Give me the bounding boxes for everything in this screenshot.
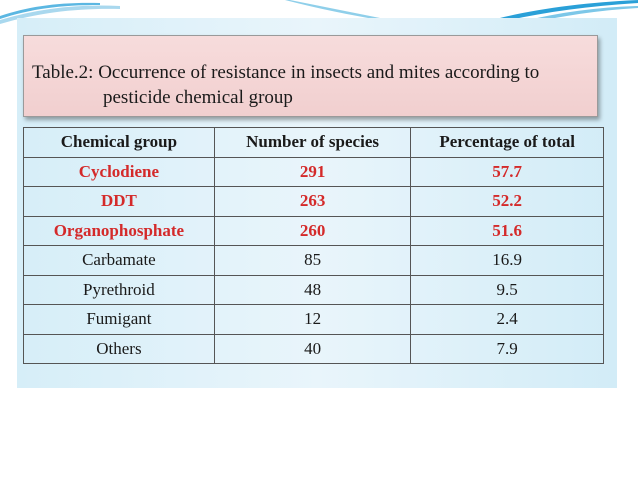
table-row [24,216,604,246]
header-percentage: Percentage of total [411,128,604,158]
table-row [24,187,604,217]
table-row [24,334,604,364]
table-row [24,157,604,187]
resistance-table [23,127,604,364]
cell-percent: 7.9 [411,334,604,364]
cell-species: 85 [214,246,411,276]
cell-percent: 52.2 [411,187,604,217]
header-chemical-group: Chemical group [24,128,215,158]
cell-percent: 51.6 [411,216,604,246]
cell-species: 40 [214,334,411,364]
cell-species: 260 [214,216,411,246]
header-number-of-species: Number of species [214,128,411,158]
table-caption-line2: pesticide chemical group [103,87,293,108]
cell-group: Others [24,334,215,364]
table-row [24,305,604,335]
cell-percent: 57.7 [411,157,604,187]
cell-species: 12 [214,305,411,335]
table-caption-box [23,35,598,117]
cell-species: 263 [214,187,411,217]
cell-group: DDT [24,187,215,217]
cell-percent: 9.5 [411,275,604,305]
cell-group: Fumigant [24,305,215,335]
cell-group: Organophosphate [24,216,215,246]
cell-species: 48 [214,275,411,305]
table-header-row [24,128,604,158]
cell-percent: 2.4 [411,305,604,335]
cell-group: Cyclodiene [24,157,215,187]
table-caption-line1: Table.2: Occurrence of resistance in insects and mites according to [32,62,540,83]
cell-group: Carbamate [24,246,215,276]
table-row [24,275,604,305]
cell-percent: 16.9 [411,246,604,276]
cell-species: 291 [214,157,411,187]
table-row [24,246,604,276]
cell-group: Pyrethroid [24,275,215,305]
